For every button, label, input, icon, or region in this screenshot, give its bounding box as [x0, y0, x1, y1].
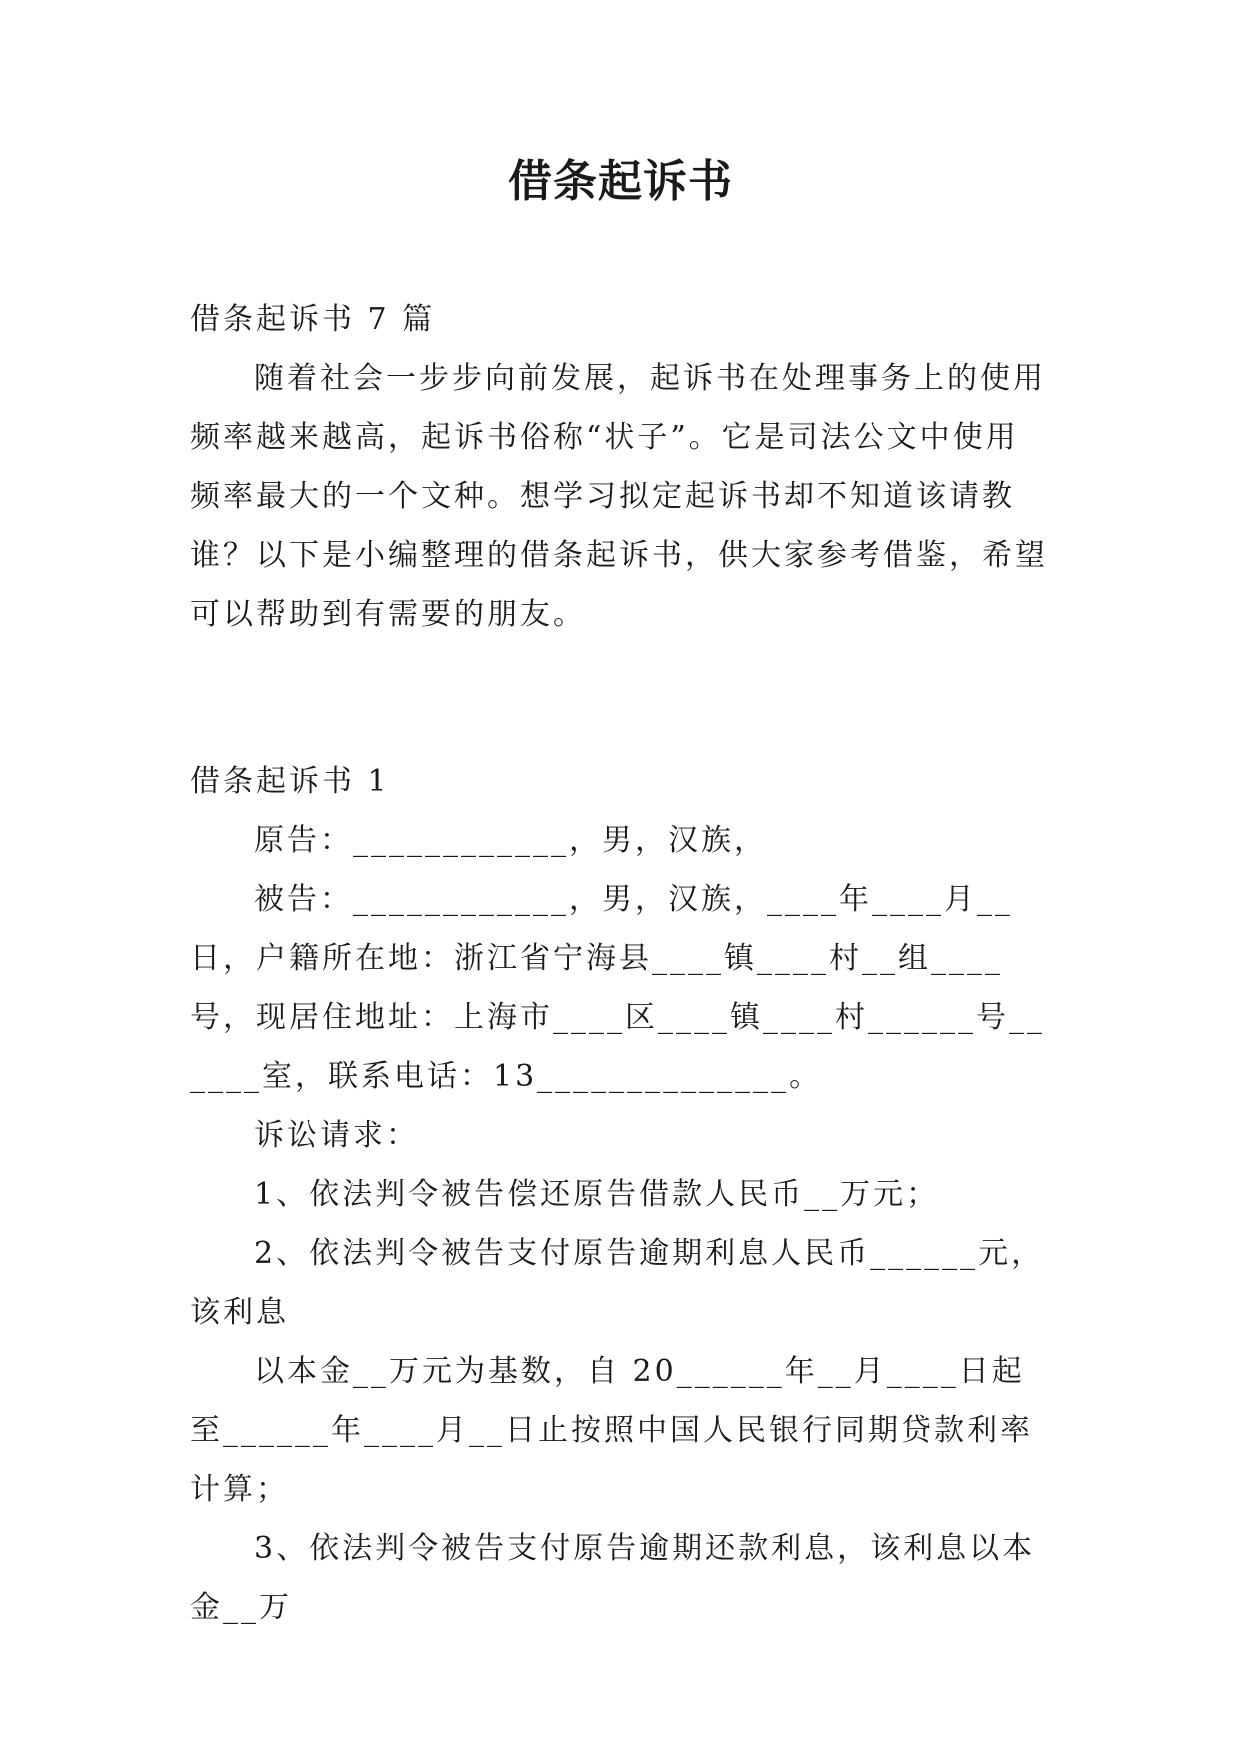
document-title: 借条起诉书 — [508, 156, 733, 207]
defendant-paragraph: 被告：____________，男，汉族，____年____月__日，户籍所在地：浙江省宁海县____镇____村__组____号，现居住地址：上海市____区____镇____村______号______室，联系电话：13______________。 — [190, 882, 1045, 1094]
section-heading: 借条起诉书 1 — [190, 764, 390, 799]
claim-item-3: 3、依法判令被告支付原告逾期还款利息，该利息以本金__万 — [190, 1531, 1036, 1625]
claim-item-2: 2、依法判令被告支付原告逾期利息人民币______元，该利息 — [190, 1236, 1045, 1330]
intro-section — [190, 290, 1050, 644]
intro-paragraph: 随着社会一步步向前发展，起诉书在处理事务上的使用频率越来越高，起诉书俗称“状子”。它是司法公文中使用频率最大的一个文种。想学习拟定起诉书却不知道该请教谁？以下是小编整理的借条起诉书，供大家参考借鉴，希望可以帮助到有需要的朋友。 — [190, 361, 1048, 632]
claims-heading: 诉讼请求： — [254, 1118, 419, 1153]
claim-item-2-continued: 以本金__万元为基数，自 20______年__月____日起至______年____月__日止按照中国人民银行同期贷款利率计算； — [190, 1354, 1033, 1507]
document-subtitle: 借条起诉书 7 篇 — [190, 302, 436, 337]
plaintiff-paragraph: 原告：____________，男，汉族， — [254, 823, 767, 858]
article-section — [190, 752, 1050, 1637]
claim-item-1: 1、依法判令被告偿还原告借款人民币__万元； — [254, 1177, 940, 1212]
